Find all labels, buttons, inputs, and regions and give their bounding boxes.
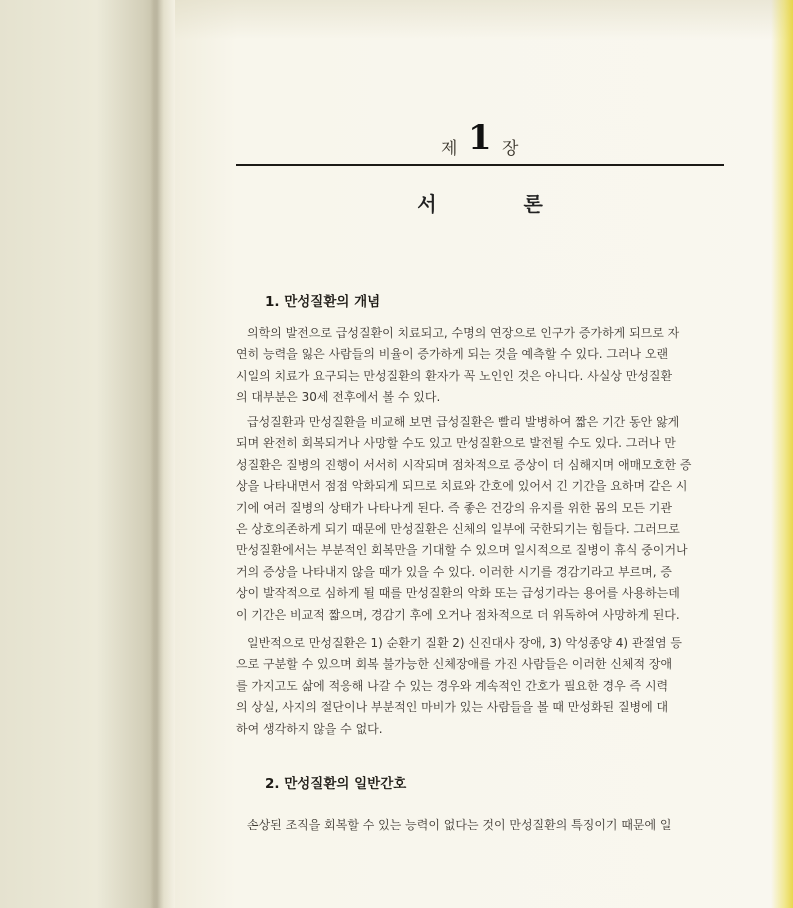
text-line: 를 가지고도 삶에 적응해 나갈 수 있는 경우와 계속적인 간호가 필요한 경우 즉 시력 <box>236 678 669 693</box>
text-line: 일반적으로 만성질환은 1) 순환기 질환 2) 신진대사 장애, 3) 악성종양 4) 관절염 등 <box>247 636 683 650</box>
text-line: 으로 구분할 수 있으며 회복 불가능한 신체장애를 가진 사람들은 이러한 신체적 장애 <box>236 657 673 672</box>
paragraph <box>236 412 724 626</box>
text-line: 상을 나타내면서 점점 악화되게 되므로 치료와 간호에 있어서 긴 기간을 요하며 같은 시 <box>236 479 688 494</box>
text-line: 하여 생각하지 않을 수 없다. <box>236 721 383 736</box>
text-line: 의 대부분은 30세 전후에서 볼 수 있다. <box>236 390 441 405</box>
text-line: 성질환은 질병의 진행이 서서히 시작되며 점차적으로 증상이 더 심해지며 애매모호한 증 <box>236 457 692 472</box>
text-line: 의 상실, 사지의 절단이나 부분적인 마비가 있는 사람들을 볼 때 만성화된 질병에 대 <box>236 700 669 715</box>
text-line: 되며 완전히 회복되거나 사망할 수도 있고 만성질환으로 발전될 수도 있다. 그러나 만 <box>236 436 676 451</box>
paragraph <box>236 323 724 409</box>
section-heading: 1. 만성질환의 개념 <box>265 294 381 310</box>
text-line: 의학의 발전으로 급성질환이 치료되고, 수명의 연장으로 인구가 증가하게 되므로 자 <box>247 326 680 340</box>
text-line: 이 기간은 비교적 짧으며, 경감기 후에 오거나 점차적으로 더 위독하여 사망하게 된다. <box>236 607 680 622</box>
chapter-number: 1 <box>468 118 492 158</box>
section-heading: 2. 만성질환의 일반간호 <box>265 776 407 792</box>
chapter-header <box>0 118 793 164</box>
text-line: 시일의 치료가 요구되는 만성질환의 환자가 꼭 노인인 것은 아니다. 사실상 만성질환 <box>236 368 673 383</box>
page-top-shadow <box>175 0 793 40</box>
chapter-prefix: 제 <box>441 139 458 159</box>
text-line: 거의 증상을 나타내지 않을 때가 있을 수 있다. 이러한 시기를 경감기라고 부르며, 증 <box>236 564 672 579</box>
text-line: 은 상호의존하게 되기 때문에 만성질환은 신체의 일부에 국한되기는 힘들다. 그러므로 <box>236 522 680 537</box>
chapter-rule <box>236 164 724 166</box>
text-line: 손상된 조직을 회복할 수 있는 능력이 없다는 것이 만성질환의 특징이기 때문에 일 <box>247 818 672 832</box>
text-line: 상이 발작적으로 심하게 될 때를 만성질환의 악화 또는 급성기라는 용어를 사용하는데 <box>236 586 680 601</box>
chapter-suffix: 장 <box>502 139 519 159</box>
text-line: 기에 여러 질병의 상태가 나타나게 된다. 즉 좋은 건강의 유지를 위한 몸의 모든 기관 <box>236 500 672 515</box>
paragraph <box>236 815 724 836</box>
page-title: 서 론 <box>417 192 583 216</box>
text-line: 연히 능력을 잃은 사람들의 비율이 증가하게 되는 것을 예측할 수 있다. 그러나 오랜 <box>236 347 669 362</box>
text-line: 만성질환에서는 부분적인 회복만을 기대할 수 있으며 일시적으로 질병이 휴식 중이거나 <box>236 543 688 558</box>
paragraph <box>236 633 724 740</box>
text-line: 급성질환과 만성질환을 비교해 보면 급성질환은 빨리 발병하여 짧은 기간 동안 앓게 <box>247 415 680 429</box>
